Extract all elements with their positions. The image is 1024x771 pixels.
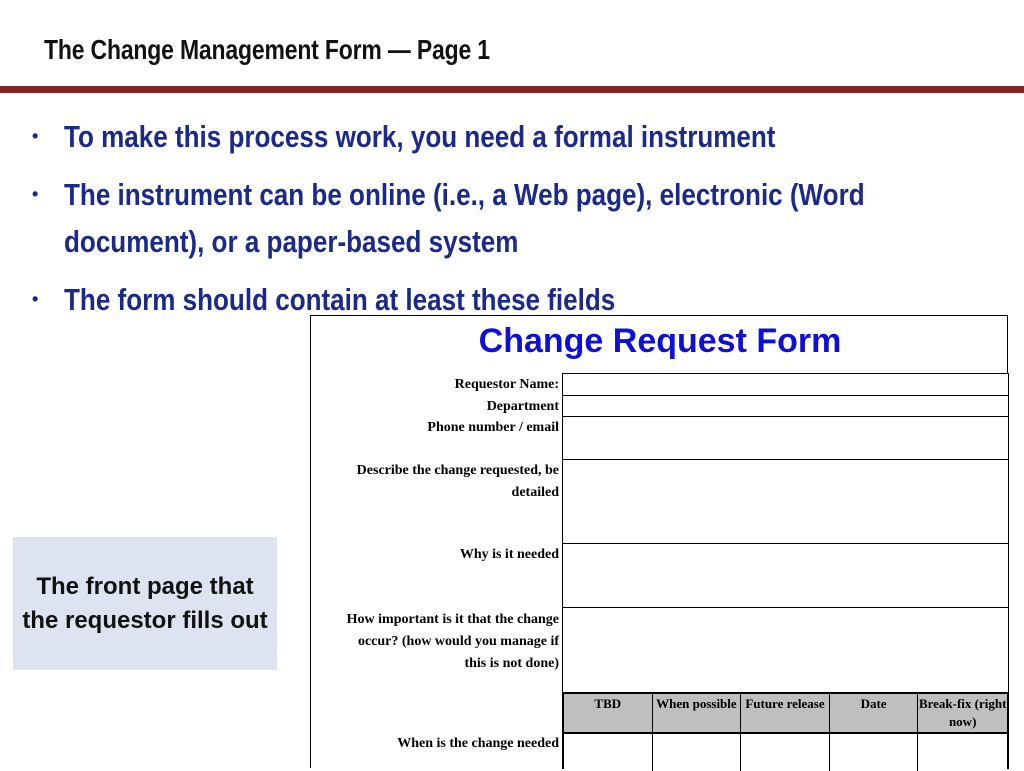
department-field[interactable] [562, 395, 1009, 417]
bullet-dot-icon [32, 113, 38, 160]
bullet-dot-icon [32, 276, 38, 323]
option-header-when-possible: When possible [653, 694, 742, 734]
describe-change-field[interactable] [562, 459, 1009, 544]
importance-field[interactable] [562, 607, 1009, 693]
option-header-break-fix: Break-fix (right now) [918, 694, 1007, 734]
title-divider [0, 86, 1024, 93]
bullet-item [24, 113, 1024, 160]
option-header-tbd: TBD [564, 694, 653, 734]
timing-options-grid [562, 692, 1009, 769]
why-needed-label: Why is it needed [459, 547, 559, 562]
importance-label: How important is it that the change occur? (how would you manage if this is not done) [346, 612, 559, 671]
describe-change-label: Describe the change requested, be detailed [356, 463, 559, 500]
option-cell-break-fix[interactable] [918, 734, 1007, 771]
department-label: Department [486, 399, 559, 414]
callout-box [13, 537, 277, 670]
bullet-text: The form should contain at least these fields [64, 282, 616, 317]
phone-email-field[interactable] [562, 416, 1009, 460]
why-needed-field[interactable] [562, 543, 1009, 608]
bullet-dot-icon [32, 171, 38, 218]
bullet-text: The instrument can be online (i.e., a Web page), electronic (Word document), or a paper-based system [64, 177, 865, 259]
option-header-date: Date [830, 694, 919, 734]
bullet-list [24, 113, 1024, 334]
option-cell-date[interactable] [830, 734, 919, 771]
slide-title: The Change Management Form — Page 1 [44, 34, 490, 65]
bullet-text: To make this process work, you need a formal instrument [64, 119, 776, 154]
form-title: Change Request Form [478, 322, 842, 360]
requestor-name-label: Requestor Name: [454, 377, 559, 392]
requestor-name-field[interactable] [562, 373, 1009, 396]
phone-email-label: Phone number / email [427, 420, 559, 435]
option-header-future-release: Future release [741, 694, 830, 734]
change-request-form [310, 315, 1008, 768]
option-cell-future-release[interactable] [741, 734, 830, 771]
when-needed-label: When is the change needed [397, 736, 559, 751]
callout-text: The front page that the requestor fills out [22, 572, 268, 634]
option-cell-when-possible[interactable] [653, 734, 742, 771]
bullet-item [24, 171, 1024, 265]
option-cell-tbd[interactable] [564, 734, 653, 771]
